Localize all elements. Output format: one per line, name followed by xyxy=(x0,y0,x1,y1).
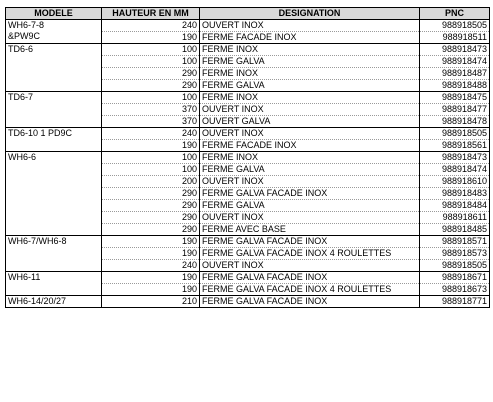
hauteur-cell: 190 xyxy=(102,272,200,284)
designation-cell: FERME INOX xyxy=(200,92,420,104)
pnc-cell: 988918505 xyxy=(420,260,490,272)
modele-cell xyxy=(6,152,102,236)
pnc-cell: 988918505 xyxy=(420,20,490,32)
pnc-cell: 988918671 xyxy=(420,272,490,284)
pnc-cell: 988918511 xyxy=(420,32,490,44)
hauteur-cell: 240 xyxy=(102,20,200,32)
header-hauteur: HAUTEUR EN MM xyxy=(102,8,200,20)
designation-cell: OUVERT INOX xyxy=(200,260,420,272)
designation-cell: FERME AVEC BASE xyxy=(200,224,420,236)
pnc-cell: 988918485 xyxy=(420,224,490,236)
hauteur-cell: 190 xyxy=(102,32,200,44)
table-row xyxy=(6,272,490,284)
hauteur-cell: 190 xyxy=(102,248,200,260)
designation-cell: OUVERT INOX xyxy=(200,212,420,224)
designation-cell: FERME FACADE INOX xyxy=(200,32,420,44)
designation-cell: OUVERT INOX xyxy=(200,128,420,140)
pnc-cell: 988918571 xyxy=(420,236,490,248)
hauteur-cell: 290 xyxy=(102,80,200,92)
pnc-cell: 988918473 xyxy=(420,44,490,56)
designation-cell: FERME INOX xyxy=(200,68,420,80)
designation-cell: FERME GALVA FACADE INOX 4 ROULETTES xyxy=(200,248,420,260)
hauteur-cell: 190 xyxy=(102,236,200,248)
modele-label: WH6-7-8 xyxy=(8,20,45,30)
modele-label: &PW9C xyxy=(8,31,41,41)
pnc-cell: 988918477 xyxy=(420,104,490,116)
designation-cell: OUVERT INOX xyxy=(200,20,420,32)
pnc-cell: 988918483 xyxy=(420,188,490,200)
modele-cell xyxy=(6,272,102,296)
pnc-cell: 988918673 xyxy=(420,284,490,296)
modele-cell xyxy=(6,128,102,152)
designation-cell: FERME GALVA FACADE INOX xyxy=(200,236,420,248)
table-row xyxy=(6,44,490,56)
hauteur-cell: 210 xyxy=(102,296,200,308)
hauteur-cell: 290 xyxy=(102,200,200,212)
designation-cell: FERME FACADE INOX xyxy=(200,140,420,152)
designation-cell: FERME GALVA xyxy=(200,200,420,212)
pnc-cell: 988918473 xyxy=(420,152,490,164)
table-header xyxy=(6,8,490,20)
designation-cell: OUVERT INOX xyxy=(200,176,420,188)
hauteur-cell: 290 xyxy=(102,188,200,200)
modele-label: TD6-10 1 PD9C xyxy=(8,128,73,138)
pnc-cell: 988918561 xyxy=(420,140,490,152)
designation-cell: FERME GALVA xyxy=(200,80,420,92)
table-row xyxy=(6,236,490,248)
pnc-cell: 988918771 xyxy=(420,296,490,308)
pnc-cell: 988918505 xyxy=(420,128,490,140)
hauteur-cell: 200 xyxy=(102,176,200,188)
modele-label: TD6-6 xyxy=(8,44,34,54)
modele-label: WH6-11 xyxy=(8,272,41,282)
modele-label: WH6-7/WH6-8 xyxy=(8,236,67,246)
modele-label: WH6-14/20/27 xyxy=(8,296,67,306)
hauteur-cell: 100 xyxy=(102,44,200,56)
header-pnc: PNC xyxy=(420,8,490,20)
header-row xyxy=(6,8,490,20)
table-row xyxy=(6,20,490,32)
designation-cell: OUVERT GALVA xyxy=(200,116,420,128)
hauteur-cell: 290 xyxy=(102,68,200,80)
product-table xyxy=(5,7,490,308)
modele-cell xyxy=(6,296,102,308)
designation-cell: OUVERT INOX xyxy=(200,104,420,116)
designation-cell: FERME GALVA FACADE INOX xyxy=(200,296,420,308)
pnc-cell: 988918474 xyxy=(420,164,490,176)
table-body xyxy=(6,20,490,308)
designation-cell: FERME GALVA FACADE INOX xyxy=(200,188,420,200)
table-row xyxy=(6,152,490,164)
hauteur-cell: 290 xyxy=(102,224,200,236)
table-row xyxy=(6,296,490,308)
header-designation: DESIGNATION xyxy=(200,8,420,20)
pnc-cell: 988918488 xyxy=(420,80,490,92)
hauteur-cell: 100 xyxy=(102,92,200,104)
modele-cell xyxy=(6,92,102,128)
designation-cell: FERME GALVA FACADE INOX 4 ROULETTES xyxy=(200,284,420,296)
table-row xyxy=(6,128,490,140)
hauteur-cell: 240 xyxy=(102,128,200,140)
pnc-cell: 988918474 xyxy=(420,56,490,68)
pnc-cell: 988918610 xyxy=(420,176,490,188)
hauteur-cell: 190 xyxy=(102,140,200,152)
hauteur-cell: 190 xyxy=(102,284,200,296)
modele-cell xyxy=(6,44,102,92)
table-row xyxy=(6,92,490,104)
pnc-cell: 988918573 xyxy=(420,248,490,260)
designation-cell: FERME GALVA FACADE INOX xyxy=(200,272,420,284)
pnc-cell: 988918475 xyxy=(420,92,490,104)
hauteur-cell: 100 xyxy=(102,56,200,68)
modele-label: TD6-7 xyxy=(8,92,34,102)
modele-cell xyxy=(6,236,102,272)
pnc-cell: 988918478 xyxy=(420,116,490,128)
modele-cell xyxy=(6,20,102,44)
hauteur-cell: 370 xyxy=(102,116,200,128)
hauteur-cell: 100 xyxy=(102,152,200,164)
hauteur-cell: 240 xyxy=(102,260,200,272)
designation-cell: FERME INOX xyxy=(200,152,420,164)
header-modele: MODELE xyxy=(6,8,102,20)
designation-cell: FERME GALVA xyxy=(200,164,420,176)
pnc-cell: 988918487 xyxy=(420,68,490,80)
designation-cell: FERME INOX xyxy=(200,44,420,56)
hauteur-cell: 290 xyxy=(102,212,200,224)
hauteur-cell: 100 xyxy=(102,164,200,176)
modele-label: WH6-6 xyxy=(8,152,37,162)
pnc-cell: 988918611 xyxy=(420,212,490,224)
hauteur-cell: 370 xyxy=(102,104,200,116)
pnc-cell: 988918484 xyxy=(420,200,490,212)
designation-cell: FERME GALVA xyxy=(200,56,420,68)
